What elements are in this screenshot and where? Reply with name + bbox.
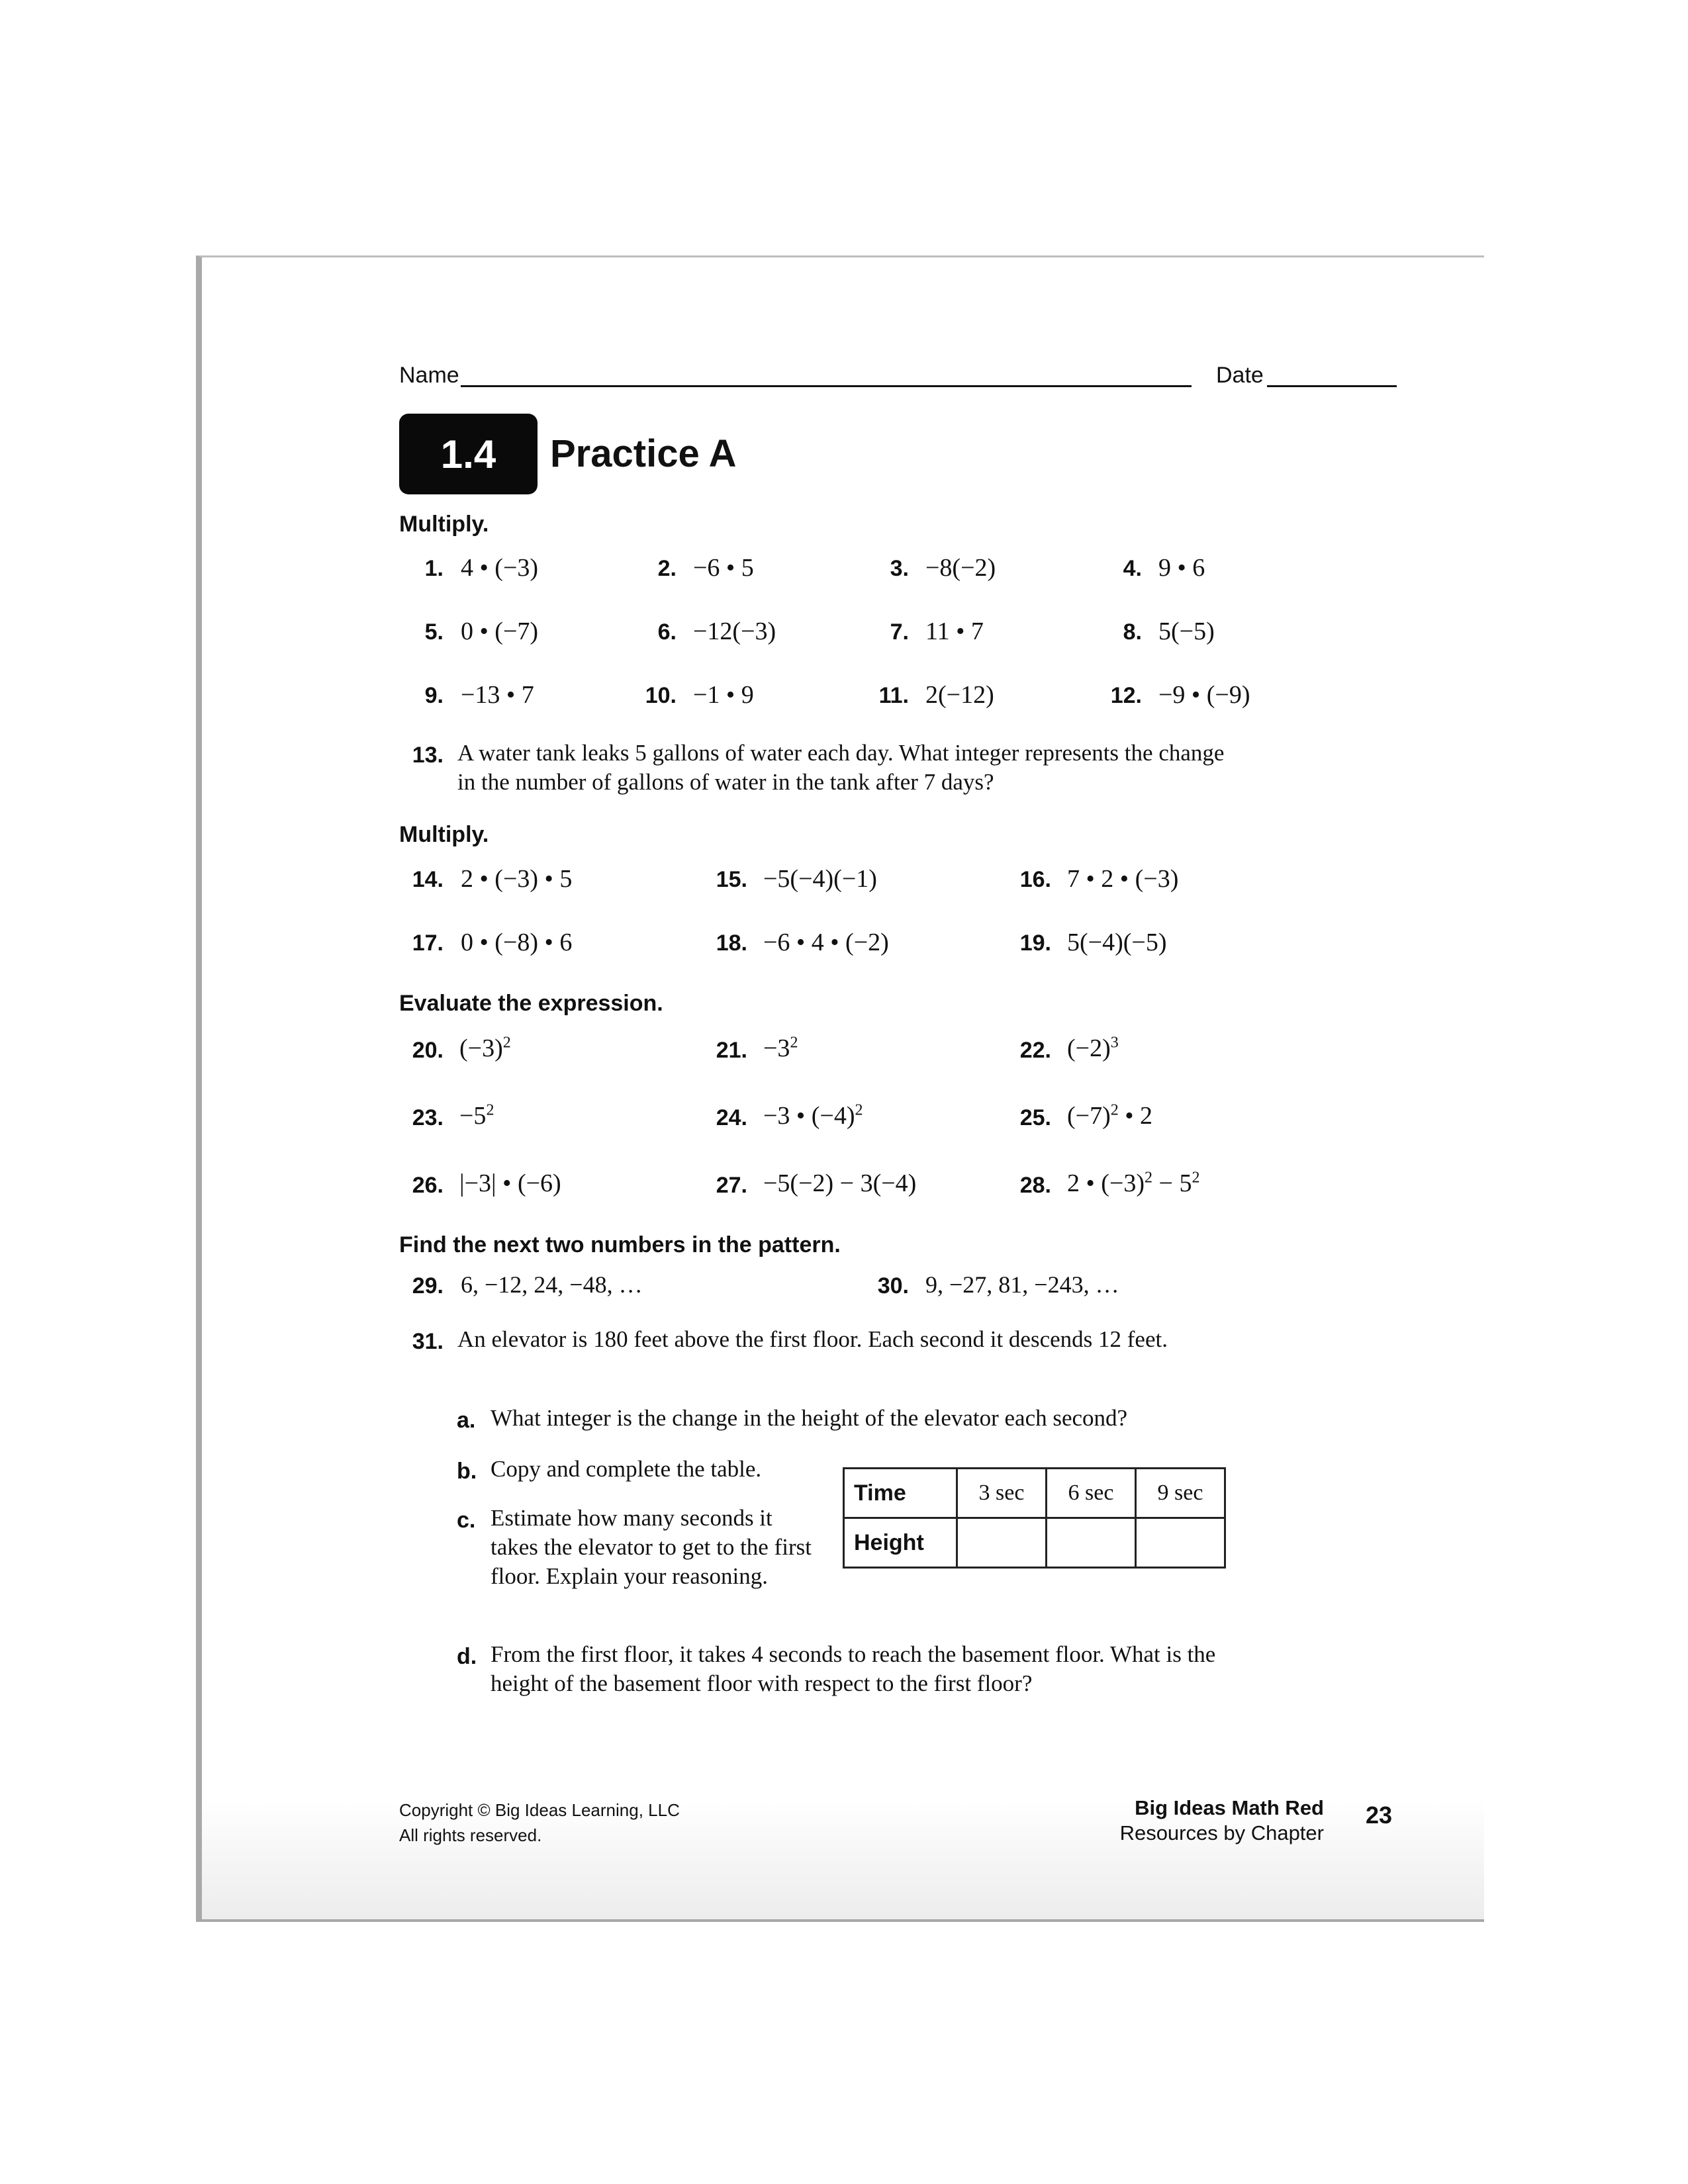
- problem-number: 20.: [412, 1038, 444, 1063]
- problem-expression: 2 • $(-3)^2 - 5^2$: [1067, 1169, 1200, 1197]
- subpart-text-a: What integer is the change in the height of the elevator each second?: [491, 1405, 1128, 1431]
- problem-expression: 2(−12): [925, 681, 994, 709]
- problem-number: 9.: [424, 683, 444, 708]
- date-line: [1267, 385, 1397, 387]
- section-heading-multiply-2: Multiply.: [399, 822, 489, 847]
- problem-number: 29.: [412, 1273, 444, 1298]
- word-problem-text: An elevator is 180 feet above the first floor. Each second it descends 12 feet.: [457, 1326, 1168, 1352]
- subpart-label-b: b.: [457, 1459, 477, 1484]
- subpart-text-c: Estimate how many seconds it takes the elevator to get to the first floor. Explain your reasoning.: [491, 1505, 812, 1589]
- problem-number: 26.: [412, 1173, 444, 1198]
- problem-expression: 9, −27, 81, −243, …: [925, 1271, 1119, 1298]
- page-title: Practice A: [550, 432, 737, 475]
- problem-expression: 0 • (−8) • 6: [461, 929, 573, 956]
- lesson-number-badge: 1.4: [399, 414, 538, 494]
- problem-number: 18.: [716, 931, 747, 956]
- problem-number: 11.: [878, 683, 909, 708]
- table-cell-height-empty: [957, 1518, 1047, 1568]
- problem-expression: −6 • 5: [693, 554, 754, 582]
- problem-number: 13.: [412, 743, 444, 768]
- problem-expression: −9 • (−9): [1158, 681, 1250, 709]
- table-cell-time: 6 sec: [1047, 1469, 1136, 1518]
- problem-expression: −8(−2): [925, 554, 996, 582]
- problem-expression: 0 • (−7): [461, 617, 539, 645]
- word-problem-text: A water tank leaks 5 gallons of water each day. What integer represents the change in the number of gallons of water in the tank after 7 days?: [457, 740, 1225, 795]
- problem-number: 7.: [890, 619, 909, 645]
- section-heading-evaluate: Evaluate the expression.: [399, 991, 663, 1016]
- problem-number: 3.: [890, 556, 909, 581]
- book-subtitle: Resources by Chapter: [1119, 1821, 1324, 1844]
- date-label: Date: [1216, 363, 1264, 388]
- name-line: [461, 385, 1192, 387]
- table-row: [844, 1469, 1225, 1518]
- problem-number: 16.: [1019, 867, 1051, 892]
- problem-expression: 9 • 6: [1158, 554, 1205, 582]
- problem-number: 17.: [412, 931, 444, 956]
- problem-number: 23.: [412, 1105, 444, 1130]
- problem-number: 14.: [412, 867, 444, 892]
- subpart-text-b: Copy and complete the table.: [491, 1456, 762, 1482]
- table-cell-time: 9 sec: [1136, 1469, 1225, 1518]
- problem-number: 15.: [716, 867, 747, 892]
- section-heading-multiply-1: Multiply.: [399, 512, 489, 537]
- problem-number: 30.: [877, 1273, 909, 1298]
- table-row-header-height: Height: [844, 1518, 957, 1568]
- book-title: Big Ideas Math Red: [1135, 1796, 1324, 1819]
- problem-expression: $(-3)^2$: [459, 1034, 511, 1062]
- problem-expression: −3 • $(-4)^2$: [763, 1101, 863, 1130]
- problem-expression: $(-2)^3$: [1067, 1034, 1119, 1062]
- problem-number: 1.: [424, 556, 444, 581]
- problem-number: 12.: [1110, 683, 1142, 708]
- table-cell-height-empty: [1136, 1518, 1225, 1568]
- problem-number: 24.: [716, 1105, 747, 1130]
- footer-book-info: [1086, 1796, 1324, 1846]
- problem-number: 25.: [1019, 1105, 1051, 1130]
- problem-number: 6.: [657, 619, 677, 645]
- problem-expression: −12(−3): [693, 617, 776, 645]
- table-row: [844, 1518, 1225, 1568]
- problem-expression: −6 • 4 • (−2): [763, 929, 889, 956]
- footer-copyright: [399, 1797, 680, 1848]
- problem-number: 19.: [1019, 931, 1051, 956]
- problem-expression: 5(−5): [1158, 617, 1215, 645]
- problem-number: 8.: [1123, 619, 1142, 645]
- problem-expression: $(-7)^2$ • 2: [1067, 1101, 1153, 1130]
- problem-expression: $-5^2$: [459, 1101, 494, 1130]
- subpart-label-a: a.: [457, 1408, 476, 1433]
- page-number: 23: [1366, 1801, 1393, 1829]
- subpart-label-c: c.: [457, 1508, 476, 1533]
- table-row-header-time: Time: [844, 1469, 957, 1518]
- table-cell-time: 3 sec: [957, 1469, 1047, 1518]
- problem-expression: 7 • 2 • (−3): [1067, 865, 1179, 893]
- problem-expression: −5(−2) − 3(−4): [763, 1169, 917, 1197]
- subpart-text-d: From the first floor, it takes 4 seconds to reach the basement floor. What is the height of the basement floor with respect to the first floor?: [491, 1641, 1216, 1696]
- problem-expression: 11 • 7: [925, 617, 984, 645]
- problem-expression: 5(−4)(−5): [1067, 929, 1167, 956]
- problem-expression: 4 • (−3): [461, 554, 539, 582]
- elevator-table: [843, 1467, 1226, 1569]
- section-heading-pattern: Find the next two numbers in the pattern.: [399, 1232, 841, 1257]
- problem-number: 27.: [716, 1173, 747, 1198]
- table-cell-height-empty: [1047, 1518, 1136, 1568]
- problem-number: 21.: [716, 1038, 747, 1063]
- problem-expression: 6, −12, 24, −48, …: [461, 1271, 643, 1298]
- rights-text: All rights reserved.: [399, 1825, 542, 1845]
- problem-number: 22.: [1019, 1038, 1051, 1063]
- copyright-text: Copyright © Big Ideas Learning, LLC: [399, 1800, 680, 1820]
- problem-number: 31.: [412, 1329, 444, 1354]
- problem-expression: −13 • 7: [461, 681, 534, 709]
- problem-number: 5.: [424, 619, 444, 645]
- problem-number: 10.: [645, 683, 677, 708]
- problem-number: 2.: [657, 556, 677, 581]
- problem-number: 4.: [1123, 556, 1142, 581]
- problem-expression: −5(−4)(−1): [763, 865, 877, 893]
- problem-expression: $-3^2$: [763, 1034, 798, 1062]
- problem-expression: 2 • (−3) • 5: [461, 865, 573, 893]
- problem-expression: |−3| • (−6): [459, 1169, 561, 1197]
- problem-number: 28.: [1019, 1173, 1051, 1198]
- subpart-label-d: d.: [457, 1644, 477, 1669]
- problem-expression: −1 • 9: [693, 681, 754, 709]
- name-label: Name: [399, 363, 459, 388]
